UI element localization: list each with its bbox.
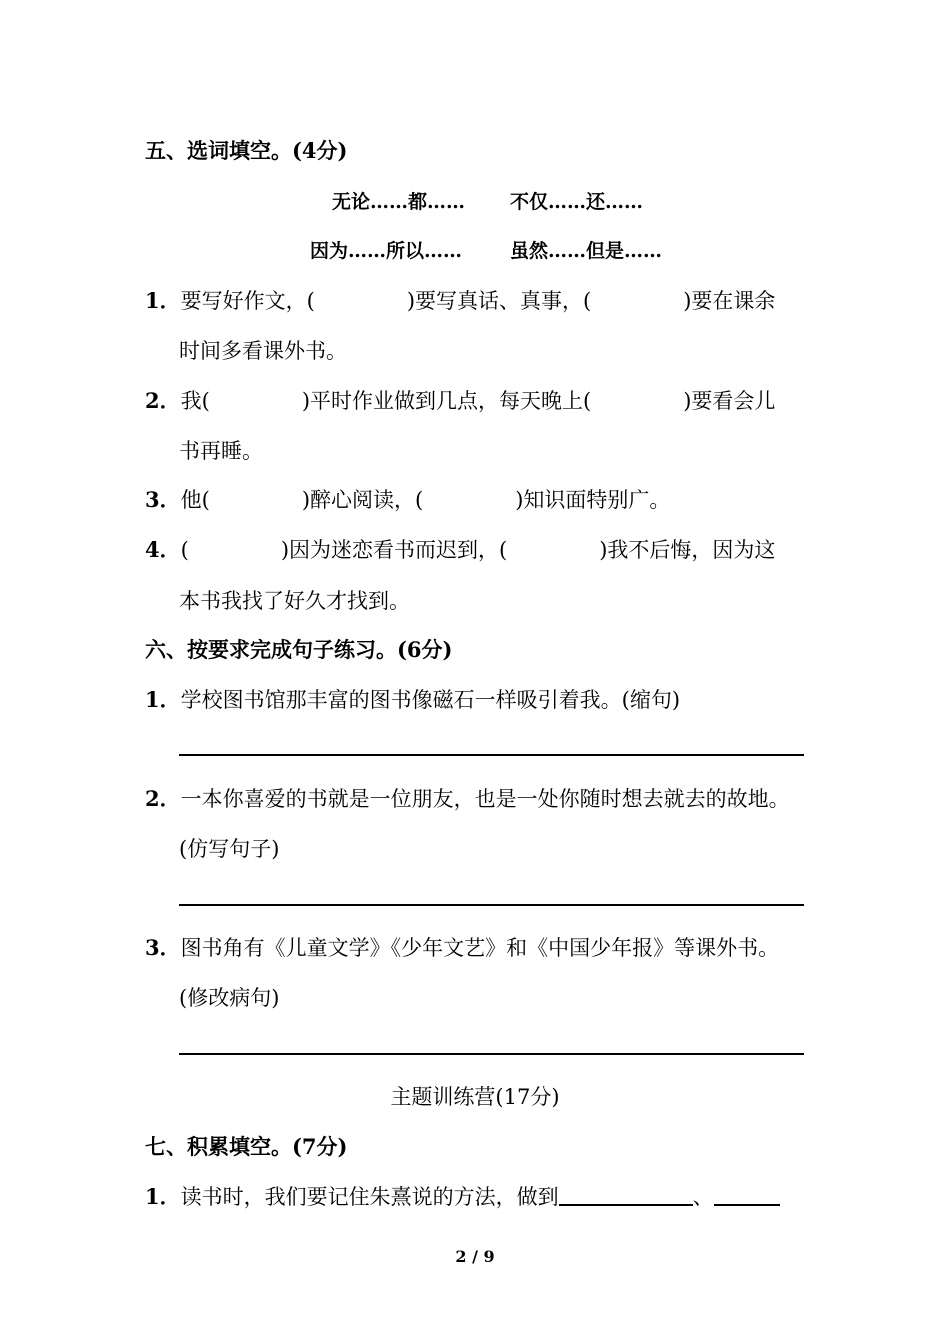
question-6-2 [145, 786, 790, 812]
question-text: 他( [180, 488, 210, 512]
question-7-1 [145, 1184, 780, 1210]
question-5-3 [145, 487, 670, 513]
question-text: 学校图书馆那丰富的图书像磁石一样吸引着我。(缩句) [180, 688, 681, 712]
question-text: 图书角有《儿童文学》《少年文艺》和《中国少年报》等课外书。 [180, 936, 780, 960]
question-text: )醉心阅读，( [301, 488, 424, 512]
word-choice-3: 因为……所以…… [310, 240, 463, 262]
question-number: 2． [145, 786, 181, 811]
theme-heading: 主题训练营(17分) [390, 1085, 560, 1109]
question-text: 我( [180, 389, 210, 413]
question-text: )我不后悔，因为这 [599, 538, 776, 562]
question-5-2-cont: 书再睡。 [179, 439, 263, 463]
question-5-1-cont: 时间多看课外书。 [179, 339, 347, 363]
answer-line[interactable] [179, 1053, 804, 1055]
word-choice-2: 不仅……还…… [510, 191, 644, 213]
question-number: 3． [145, 487, 181, 512]
fill-underline[interactable] [714, 1184, 780, 1206]
answer-line[interactable] [179, 904, 804, 906]
question-6-3 [145, 935, 779, 961]
question-5-4 [145, 537, 775, 563]
fill-underline[interactable] [559, 1184, 693, 1206]
question-6-3-requirement: (修改病句) [179, 986, 280, 1010]
question-text: )要看会儿 [683, 389, 776, 413]
question-number: 2． [145, 388, 181, 413]
section-5-title: 五、选词填空。(4分) [145, 138, 348, 163]
question-text: )因为迷恋看书而迟到，( [280, 538, 508, 562]
separator: 、 [692, 1185, 714, 1209]
question-number: 1． [145, 288, 181, 313]
question-text: )要写真话、真事，( [406, 289, 592, 313]
page-number: 2 / 9 [455, 1247, 495, 1266]
section-6-title: 六、按要求完成句子练习。(6分) [145, 637, 453, 662]
question-number: 1． [145, 687, 181, 712]
question-text: )要在课余 [683, 289, 776, 313]
word-choice-4: 虽然……但是…… [510, 240, 663, 262]
question-5-4-cont: 本书我找了好久才找到。 [179, 589, 410, 613]
question-text: 一本你喜爱的书就是一位朋友，也是一处你随时想去就去的故地。 [180, 787, 790, 811]
question-number: 4． [145, 537, 181, 562]
question-text: 读书时，我们要记住朱熹说的方法，做到 [180, 1185, 559, 1209]
question-6-1 [145, 687, 680, 713]
question-number: 3． [145, 935, 181, 960]
question-number: 1． [145, 1184, 181, 1209]
section-7-title: 七、积累填空。(7分) [145, 1134, 348, 1159]
word-choice-1: 无论……都…… [332, 191, 466, 213]
question-5-2 [145, 388, 775, 414]
question-text: 要写好作文，( [180, 289, 315, 313]
question-text: )平时作业做到几点，每天晚上( [301, 389, 592, 413]
question-text: )知识面特别广。 [515, 488, 671, 512]
question-6-2-requirement: (仿写句子) [179, 837, 280, 861]
answer-line[interactable] [179, 754, 804, 756]
question-text: ( [180, 538, 189, 562]
question-5-1 [145, 288, 775, 314]
